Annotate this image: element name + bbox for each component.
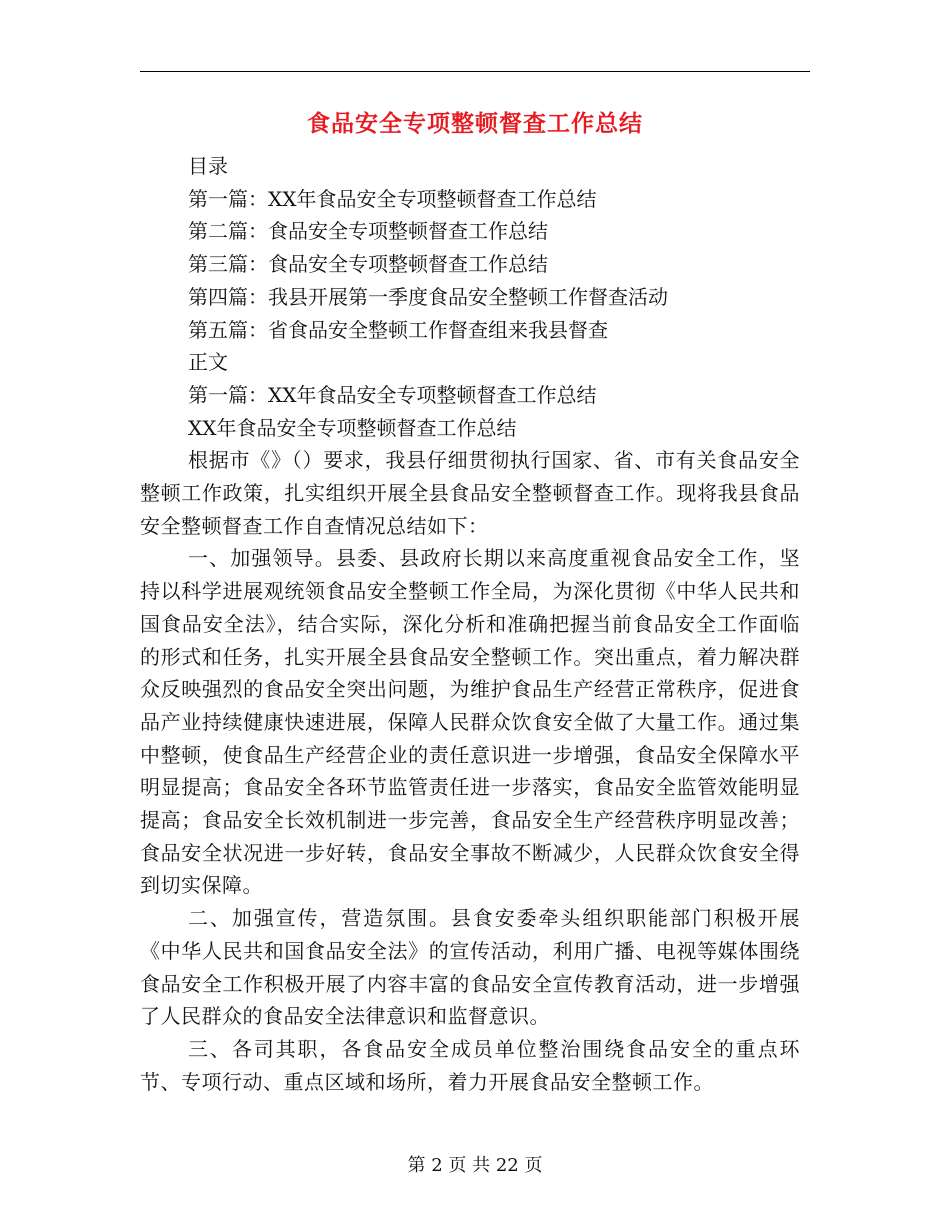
toc-heading: 目录	[188, 154, 228, 178]
paragraph-intro: 根据市《》（）要求，我县仔细贯彻执行国家、省、市有关食品安全整顿工作政策，扎实组织开展全县食品安全整顿督查工作。现将我县食品安全整顿督查工作自查情况总结如下：	[140, 448, 800, 538]
toc-item-5: 第五篇：省食品安全整顿工作督查组来我县督查	[188, 317, 608, 342]
document-body	[140, 150, 800, 1098]
toc-item-4: 第四篇：我县开展第一季度食品安全整顿工作督查活动	[188, 284, 668, 309]
paragraph-leadership: 一、加强领导。县委、县政府长期以来高度重视食品安全工作，坚持以科学进展观统领食品安全整顿工作全局，为深化贯彻《中华人民共和国食品安全法》，结合实际，深化分析和准确把握当前食品安全工作面临的形式和任务，扎实开展全县食品安全整顿工作。突出重点，着力解决群众反映强烈的食品安全突出问题，为维护食品生产经营正常秩序，促进食品产业持续健康快速进展，保障人民群众饮食安全做了大量工作。通过集中整顿，使食品生产经营企业的责任意识进一步增强，食品安全保障水平明显提高；食品安全各环节监管责任进一步落实，食品安全监管效能明显提高；食品安全长效机制进一步完善，食品安全生产经营秩序明显改善；食品安全状况进一步好转，食品安全事故不断减少，人民群众饮食安全得到切实保障。	[140, 546, 800, 898]
chapter-heading: 第一篇：XX年食品安全专项整顿督查工作总结	[188, 382, 597, 407]
article-title: XX年食品安全专项整顿督查工作总结	[188, 415, 517, 440]
body-heading: 正文	[188, 350, 228, 375]
document-title: 食品安全专项整顿督查工作总结	[307, 111, 643, 137]
toc-item-1: 第一篇：XX年食品安全专项整顿督查工作总结	[188, 186, 597, 211]
toc-item-3: 第三篇：食品安全专项整顿督查工作总结	[188, 252, 548, 277]
page-number: 第 2 页 共 22 页	[407, 1155, 543, 1176]
header-rule	[140, 71, 810, 72]
paragraph-duties: 三、各司其职，各食品安全成员单位整治围绕食品安全的重点环节、专项行动、重点区域和场所，着力开展食品安全整顿工作。	[140, 1036, 800, 1094]
paragraph-publicity: 二、加强宣传，营造氛围。县食安委牵头组织职能部门积极开展《中华人民共和国食品安全法》的宣传活动，利用广播、电视等媒体围绕食品安全工作积极开展了内容丰富的食品安全宣传教育活动，进一步增强了人民群众的食品安全法律意识和监督意识。	[140, 906, 800, 1029]
toc-item-2: 第二篇：食品安全专项整顿督查工作总结	[188, 219, 548, 244]
